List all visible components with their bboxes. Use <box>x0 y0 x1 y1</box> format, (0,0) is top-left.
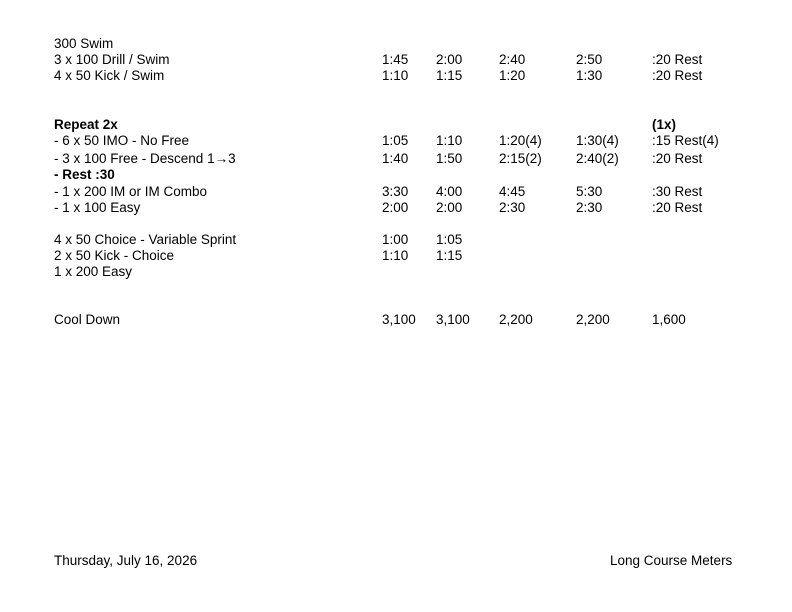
interval-col-3: 4:45 <box>499 184 526 199</box>
total-col-5: 1,600 <box>652 312 686 327</box>
interval-col-3: 2:40 <box>499 52 526 67</box>
interval-col-2: 2:00 <box>436 52 463 67</box>
set-label: Repeat 2x <box>54 117 118 132</box>
interval-col-2: 2:00 <box>436 200 463 215</box>
interval-col-4: 1:30 <box>576 68 603 83</box>
set-label: 2 x 50 Kick - Choice <box>54 248 175 263</box>
interval-col-4: 2:50 <box>576 52 603 67</box>
total-col-1: 3,100 <box>382 312 416 327</box>
set-label: - 3 x 100 Free - Descend 1→3 <box>54 151 236 166</box>
interval-col-2: 1:10 <box>436 133 463 148</box>
set-label: - Rest :30 <box>54 167 115 182</box>
interval-col-5: :20 Rest <box>652 200 703 215</box>
interval-col-5: :20 Rest <box>652 52 703 67</box>
interval-col-1: 1:05 <box>382 133 409 148</box>
set-label: - 1 x 100 Easy <box>54 200 141 215</box>
set-label: 1 x 200 Easy <box>54 264 133 279</box>
interval-col-1: 3:30 <box>382 184 409 199</box>
interval-col-1: 1:40 <box>382 151 409 166</box>
interval-col-4: 2:30 <box>576 200 603 215</box>
footer-course: Long Course Meters <box>610 553 733 568</box>
interval-col-1: 1:00 <box>382 232 409 247</box>
interval-col-5: :20 Rest <box>652 68 703 83</box>
interval-col-2: 1:15 <box>436 68 463 83</box>
interval-col-1: 1:10 <box>382 68 409 83</box>
interval-col-5: :30 Rest <box>652 184 703 199</box>
set-label: 4 x 50 Kick / Swim <box>54 68 165 83</box>
interval-col-1: 1:45 <box>382 52 409 67</box>
interval-col-2: 1:50 <box>436 151 463 166</box>
interval-col-3: 2:30 <box>499 200 526 215</box>
interval-col-2: 1:15 <box>436 248 463 263</box>
set-label: 3 x 100 Drill / Swim <box>54 52 170 67</box>
set-label: 300 Swim <box>54 36 114 51</box>
interval-col-3: 1:20 <box>499 68 526 83</box>
interval-col-5: :15 Rest(4) <box>652 133 719 148</box>
total-col-4: 2,200 <box>576 312 610 327</box>
total-col-2: 3,100 <box>436 312 470 327</box>
interval-col-1: 2:00 <box>382 200 409 215</box>
interval-col-2: 4:00 <box>436 184 463 199</box>
set-label: Cool Down <box>54 312 121 327</box>
interval-col-5: (1x) <box>652 117 677 132</box>
interval-col-3: 1:20(4) <box>499 133 542 148</box>
interval-col-1: 1:10 <box>382 248 409 263</box>
interval-col-5: :20 Rest <box>652 151 703 166</box>
interval-col-4: 2:40(2) <box>576 151 619 166</box>
set-label: - 6 x 50 IMO - No Free <box>54 133 190 148</box>
total-col-3: 2,200 <box>499 312 533 327</box>
set-label: - 1 x 200 IM or IM Combo <box>54 184 208 199</box>
set-label: 4 x 50 Choice - Variable Sprint <box>54 232 237 247</box>
interval-col-3: 2:15(2) <box>499 151 542 166</box>
interval-col-2: 1:05 <box>436 232 463 247</box>
interval-col-4: 5:30 <box>576 184 603 199</box>
interval-col-4: 1:30(4) <box>576 133 619 148</box>
footer-date: Thursday, July 16, 2026 <box>54 553 198 568</box>
